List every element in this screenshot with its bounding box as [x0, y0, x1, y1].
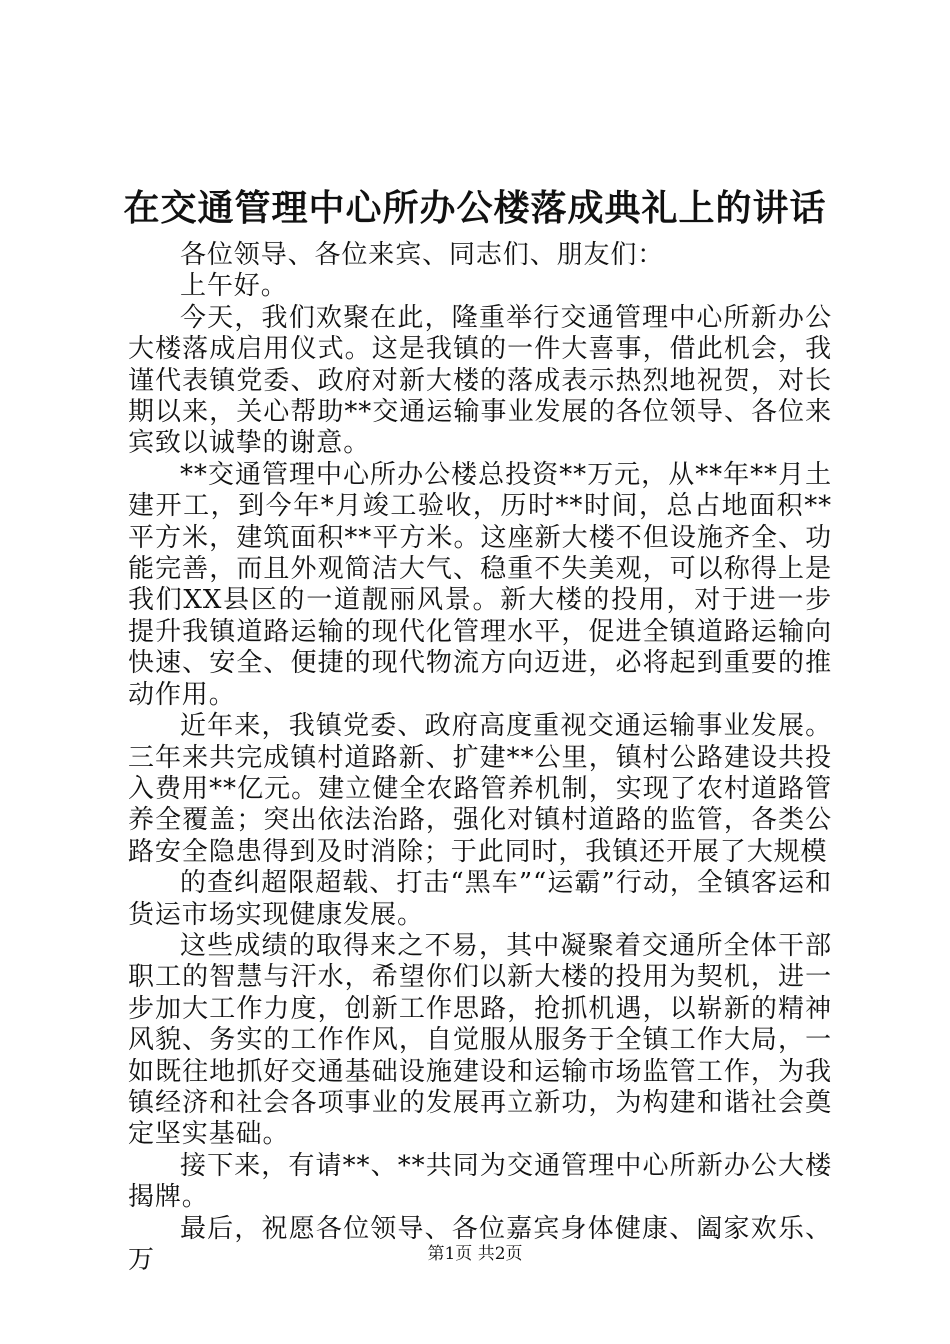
- document-body: [128, 240, 832, 1276]
- paragraph-salutation: 各位领导、各位来宾、同志们、朋友们：: [180, 240, 665, 270]
- paragraph-unveiling: 接下来，有请**、**共同为交通管理中心所新办公大楼揭牌。: [128, 1150, 832, 1213]
- document-title: 在交通管理中心所办公楼落成典礼上的讲话: [123, 187, 827, 229]
- page-number: 第1页 共2页: [427, 1244, 523, 1264]
- paragraph-hopes: 这些成绩的取得来之不易，其中凝聚着交通所全体干部职工的智慧与汗水，希望你们以新大楼的投用为契机，进一步加大工作力度，创新工作思路，抢抓机遇，以崭新的精神风貌、务实的工作作风，自觉服从服务于全镇工作大局，一如既往地抓好交通基础设施建设和运输市场监管工作，为我镇经济和社会各项事业的发展再立新功，为构建和谐社会奠定坚实基础。: [128, 930, 832, 1150]
- paragraph-opening: 今天，我们欢聚在此，隆重举行交通管理中心所新办公大楼落成启用仪式。这是我镇的一件大喜事，借此机会，我谨代表镇党委、政府对新大楼的落成表示热烈地祝贺，对长期以来，关心帮助**交通运输事业发展的各位领导、各位来宾致以诚挚的谢意。: [128, 302, 832, 459]
- paragraph-achievements-continued: 的查纠超限超载、打击“黑车”“运霸”行动，全镇客运和货运市场实现健康发展。: [128, 868, 832, 930]
- paragraph-closing: 最后，祝愿各位领导、各位嘉宾身体健康、阖家欢乐、万: [128, 1213, 832, 1275]
- paragraph-greeting: 上午好。: [180, 271, 288, 302]
- paragraph-achievements: 近年来，我镇党委、政府高度重视交通运输事业发展。三年来共完成镇村道路新、扩建**公里，镇村公路建设共投入费用**亿元。建立健全农路管养机制，实现了农村道路管养全覆盖；突出依法治路，强化对镇村道路的监管，各类公路安全隐患得到及时消除；于此同时，我镇还开展了大规模: [128, 711, 832, 867]
- paragraph-building-overview: **交通管理中心所办公楼总投资**万元，从**年**月土建开工，到今年*月竣工验收，历时**时间，总占地面积**平方米，建筑面积**平方米。这座新大楼不但设施齐全、功能完善，而且外观简洁大气、稳重不失美观，可以称得上是我们XX县区的一道靓丽风景。新大楼的投用，对于进一步提升我镇道路运输的现代化管理水平，促进全镇道路运输向快速、安全、便捷的现代物流方向迈进，必将起到重要的推动作用。: [128, 459, 832, 710]
